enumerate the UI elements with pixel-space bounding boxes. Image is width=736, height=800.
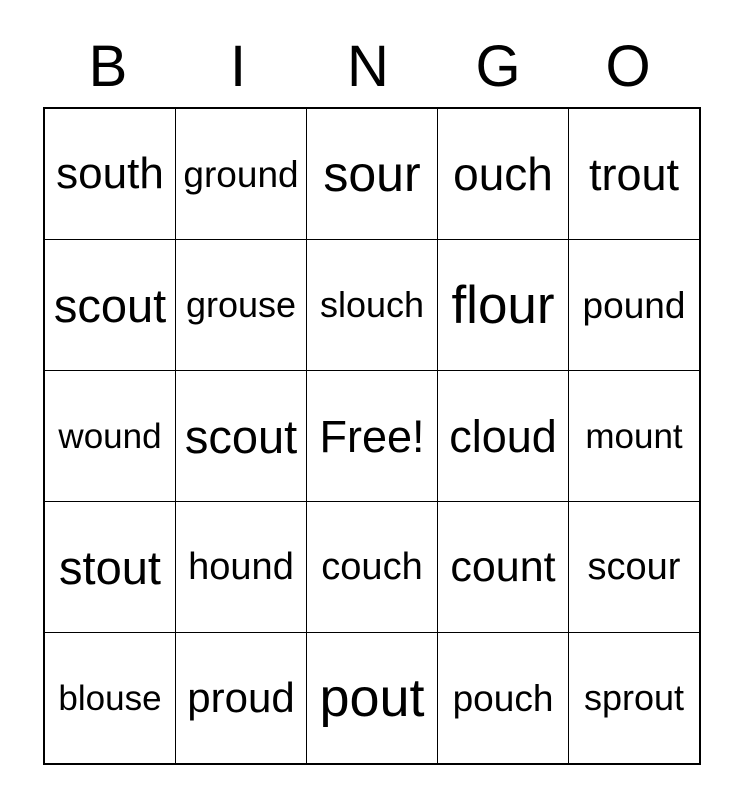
grid-row-4 [44, 502, 700, 633]
bingo-cell-r2c2[interactable]: grouse [176, 240, 307, 371]
bingo-cell-r5c2[interactable]: proud [176, 633, 307, 765]
bingo-cell-r1c3[interactable]: sour [307, 108, 438, 240]
grid-row-2 [44, 240, 700, 371]
bingo-cell-r2c4[interactable]: flour [438, 240, 569, 371]
bingo-cell-r1c5[interactable]: trout [569, 108, 701, 240]
bingo-cell-r2c5[interactable]: pound [569, 240, 701, 371]
bingo-cell-r4c2[interactable]: hound [176, 502, 307, 633]
header-letter-b: B [88, 34, 128, 99]
bingo-cell-r3c2[interactable]: scout [176, 371, 307, 502]
grid-row-5 [44, 633, 700, 765]
free-space-cell[interactable]: Free! [307, 371, 438, 502]
bingo-cell-r1c2[interactable]: ground [176, 108, 307, 240]
bingo-cell-r3c5[interactable]: mount [569, 371, 701, 502]
bingo-cell-r4c3[interactable]: couch [307, 502, 438, 633]
bingo-cell-r3c4[interactable]: cloud [438, 371, 569, 502]
bingo-cell-r5c4[interactable]: pouch [438, 633, 569, 765]
bingo-cell-r2c3[interactable]: slouch [307, 240, 438, 371]
bingo-cell-r4c4[interactable]: count [438, 502, 569, 633]
bingo-cell-r1c1[interactable]: south [44, 108, 176, 240]
grid-row-3 [44, 371, 700, 502]
header-letter-o: O [605, 34, 651, 99]
bingo-header [43, 0, 693, 107]
bingo-cell-r3c1[interactable]: wound [44, 371, 176, 502]
bingo-cell-r5c1[interactable]: blouse [44, 633, 176, 765]
header-letter-n: N [347, 34, 389, 99]
header-letter-i: I [229, 34, 247, 99]
bingo-cell-r5c3[interactable]: pout [307, 633, 438, 765]
grid-row-1 [44, 108, 700, 240]
bingo-cell-r5c5[interactable]: sprout [569, 633, 701, 765]
bingo-cell-r1c4[interactable]: ouch [438, 108, 569, 240]
bingo-cell-r4c1[interactable]: stout [44, 502, 176, 633]
bingo-card [43, 0, 693, 765]
bingo-grid [43, 107, 701, 765]
header-letter-g: G [475, 34, 521, 99]
bingo-cell-r4c5[interactable]: scour [569, 502, 701, 633]
bingo-cell-r2c1[interactable]: scout [44, 240, 176, 371]
